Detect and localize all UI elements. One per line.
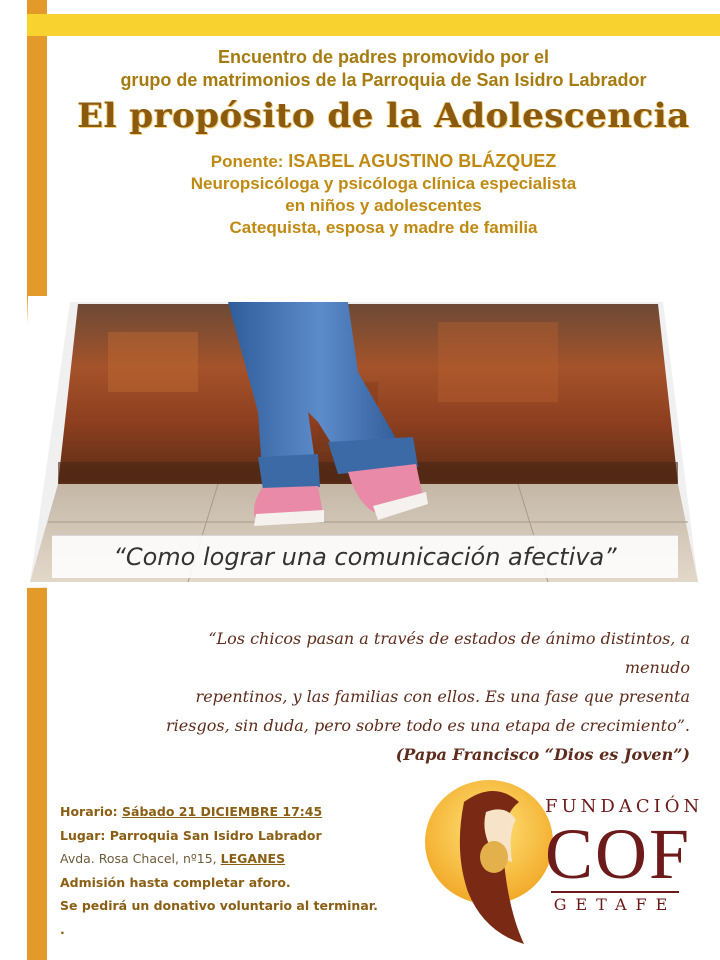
event-details [60,800,420,941]
address-line [60,847,420,871]
schedule-label: Horario: [60,804,118,819]
quote-line-1: “Los chicos pasan a través de estados de ánimo distintos, a menudo [208,629,690,677]
schedule-value: Sábado 21 DICIEMBRE 17:45 [122,804,323,819]
speaker-name: ISABEL AGUSTINO BLÁZQUEZ [288,151,557,171]
header [47,46,720,239]
pope-quote [150,624,690,769]
quote-line-3: riesgos, sin duda, pero sobre todo es una etapa de crecimiento”. [166,716,690,735]
logo-fundacion: FUNDACIÓN [545,796,704,817]
logo-cof: COF [545,814,692,894]
speaker-credential-1: Neuropsicóloga y psicóloga clínica especialista [190,174,577,193]
admission-line: Admisión hasta completar aforo. [60,874,291,890]
speaker-block [47,150,720,239]
logo-getafe: GETAFE [551,891,679,914]
donation-line: Se pedirá un donativo voluntario al terminar. [60,898,378,913]
trailing-dot: . [60,921,65,937]
page-title: El propósito de la Adolescencia [77,96,690,136]
speaker-name-line [47,150,720,173]
speaker-credential-3: Catequista, esposa y madre de familia [229,218,538,237]
top-accent-bar [27,14,720,36]
quote-line-2: repentinos, y las familias con ellos. Es una fase que presenta [195,687,690,706]
address-prefix: Avda. Rosa Chacel, nº15, [60,851,217,866]
speaker-label: Ponente: [210,152,284,171]
intro-line-1: Encuentro de padres promovido por el [217,47,550,67]
address-city: LEGANES [220,851,286,866]
speaker-credential-2: en niños y adolescentes [285,196,482,215]
quote-source: (Papa Francisco “Dios es Joven”) [395,745,690,764]
venue-line: Lugar: Parroquia San Isidro Labrador [60,827,322,843]
photo-subtitle: “Como lograr una comunicación afectiva” [52,535,678,578]
schedule-line [60,800,420,824]
fundacion-cof-wordmark [545,796,704,914]
intro-line-2: grupo de matrimonios de la Parroquia de San Isidro Labrador [120,70,647,90]
